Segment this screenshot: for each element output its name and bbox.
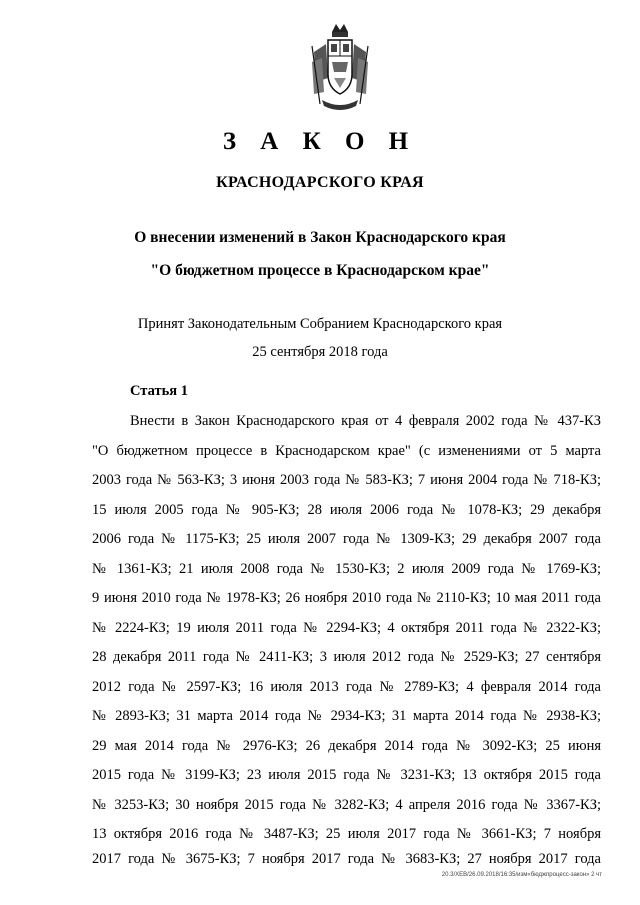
law-subtitle-line-2: "О бюджетном процессе в Краснодарском крае" bbox=[150, 262, 490, 279]
body-line: 2006 года № 1175-КЗ; 25 июля 2007 года № 1309-КЗ; 29 декабря 2007 года bbox=[92, 531, 601, 547]
body-line: "О бюджетном процессе в Краснодарском крае" (с изменениями от 5 марта bbox=[92, 443, 601, 459]
coat-of-arms-icon bbox=[308, 22, 372, 112]
body-line: 29 мая 2014 года № 2976-КЗ; 26 декабря 2014 года № 3092-КЗ; 25 июня bbox=[92, 738, 601, 754]
body-line: 9 июня 2010 года № 1978-КЗ; 26 ноября 2010 года № 2110-КЗ; 10 мая 2011 года bbox=[92, 590, 601, 606]
body-line: 2015 года № 3199-КЗ; 23 июля 2015 года № 3231-КЗ; 13 октября 2015 года bbox=[92, 767, 601, 783]
body-line: 28 декабря 2011 года № 2411-КЗ; 3 июля 2012 года № 2529-КЗ; 27 сентября bbox=[92, 649, 601, 665]
body-line: № 2224-КЗ; 19 июля 2011 года № 2294-КЗ; 4 октября 2011 года № 2322-КЗ; bbox=[92, 620, 601, 636]
footer-stamp: 20.3/ХЕВ/26.09.2018/16:35/изм«бюджпроцесс-закон» 2 чт bbox=[441, 872, 602, 878]
article-heading: Статья 1 bbox=[130, 383, 188, 399]
body-line: 13 октября 2016 года № 3487-КЗ; 25 июля 2017 года № 3661-КЗ; 7 ноября bbox=[92, 826, 601, 842]
body-line: № 1361-КЗ; 21 июля 2008 года № 1530-КЗ; 2 июля 2009 года № 1769-КЗ; bbox=[92, 561, 601, 577]
body-line: 2017 года № 3675-КЗ; 7 ноября 2017 года № 3683-КЗ; 27 ноября 2017 года bbox=[92, 851, 601, 867]
body-line: 15 июля 2005 года № 905-КЗ; 28 июля 2006 года № 1078-КЗ; 29 декабря bbox=[92, 502, 601, 518]
body-line: 2012 года № 2597-КЗ; 16 июля 2013 года № 2789-КЗ; 4 февраля 2014 года bbox=[92, 679, 601, 695]
adoption-date: 25 сентября 2018 года bbox=[252, 344, 388, 360]
adopted-by-line: Принят Законодательным Собранием Краснодарского края bbox=[137, 316, 503, 332]
body-line: 2003 года № 563-КЗ; 3 июня 2003 года № 583-КЗ; 7 июня 2004 года № 718-КЗ; bbox=[92, 472, 601, 488]
law-title: З А К О Н bbox=[222, 128, 418, 155]
body-line: № 3253-КЗ; 30 ноября 2015 года № 3282-КЗ; 4 апреля 2016 года № 3367-КЗ; bbox=[92, 797, 601, 813]
body-line: № 2893-КЗ; 31 марта 2014 года № 2934-КЗ; 31 марта 2014 года № 2938-КЗ; bbox=[92, 708, 601, 724]
law-subtitle-line-1: О внесении изменений в Закон Краснодарского края bbox=[134, 229, 506, 246]
region-title: КРАСНОДАРСКОГО КРАЯ bbox=[216, 174, 424, 191]
body-line: Внести в Закон Краснодарского края от 4 февраля 2002 года № 437-КЗ bbox=[130, 413, 601, 429]
